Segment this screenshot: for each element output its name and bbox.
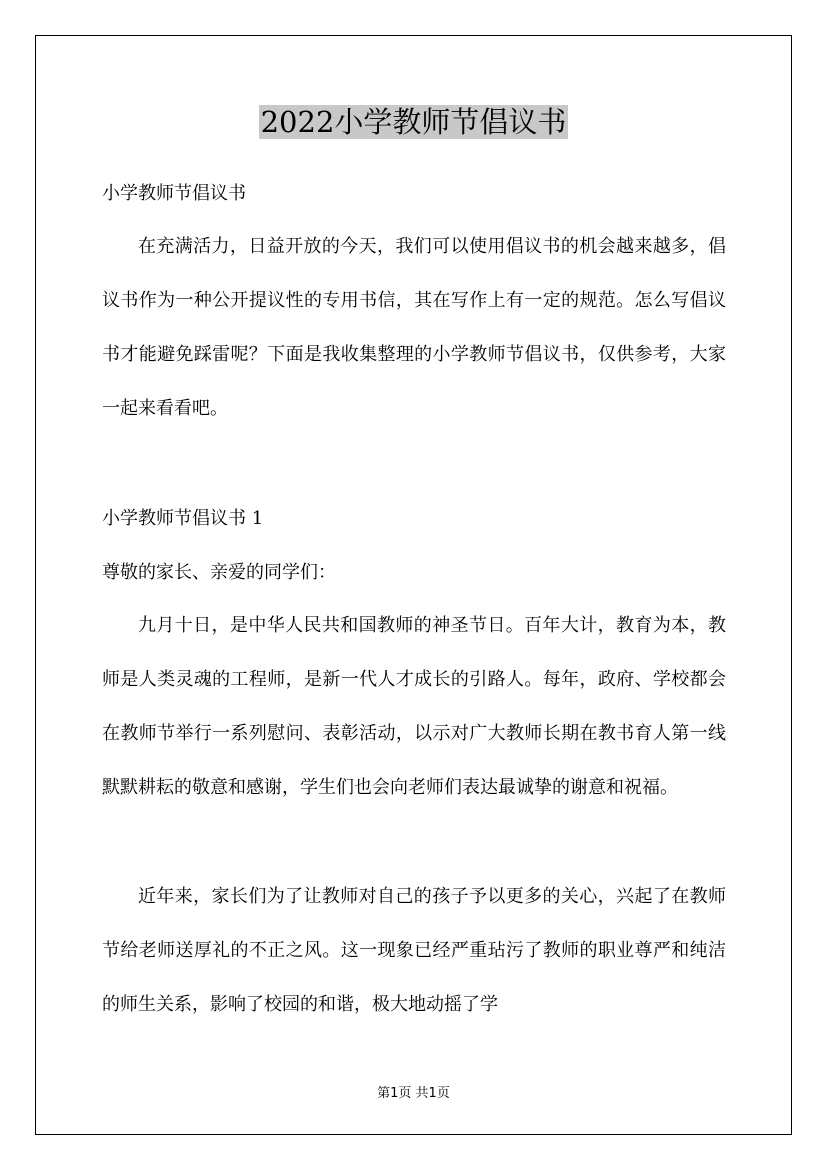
document-title-text: 2022小学教师节倡议书 bbox=[260, 105, 567, 139]
body-paragraph-2: 近年来，家长们为了让教师对自己的孩子予以更多的关心，兴起了在教师节给老师送厚礼的不正之风。这一现象已经严重玷污了教师的职业尊严和纯洁的师生关系，影响了校园的和谐，极大地动摇了学 bbox=[102, 886, 726, 1015]
document-title bbox=[0, 100, 827, 144]
document-subtitle: 小学教师节倡议书 bbox=[102, 183, 246, 204]
salutation: 尊敬的家长、亲爱的同学们： bbox=[102, 562, 336, 583]
intro-paragraph: 在充满活力，日益开放的今天，我们可以使用倡议书的机会越来越多，倡议书作为一种公开提议性的专用书信，其在写作上有一定的规范。怎么写倡议书才能避免踩雷呢？下面是我收集整理的小学教师节倡议书，仅供参考，大家一起来看看吧。 bbox=[102, 236, 726, 419]
page-footer: 第1页 共1页 bbox=[377, 1086, 450, 1101]
section-heading: 小学教师节倡议书 1 bbox=[102, 508, 264, 529]
body-paragraph-1: 九月十日，是中华人民共和国教师的神圣节日。百年大计，教育为本，教师是人类灵魂的工程师，是新一代人才成长的引路人。每年，政府、学校都会在教师节举行一系列慰问、表彰活动，以示对广大教师长期在教书育人第一线默默耕耘的敬意和感谢，学生们也会向老师们表达最诚挚的谢意和祝福。 bbox=[102, 615, 726, 798]
